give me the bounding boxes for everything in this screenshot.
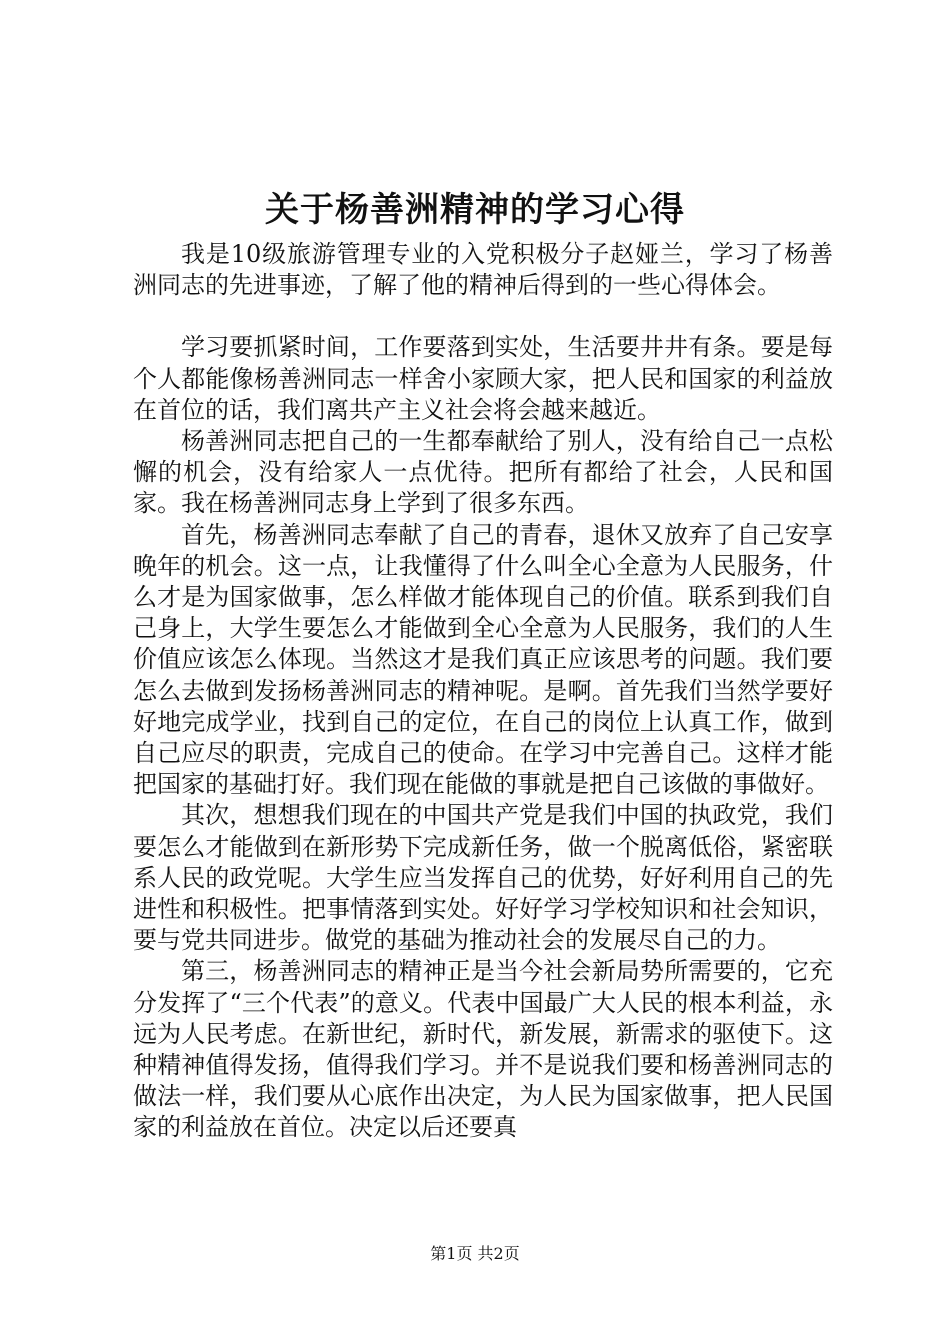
page-footer — [0, 1244, 950, 1264]
paragraph: 学习要抓紧时间，工作要落到实处，生活要井井有条。要是每个人都能像杨善洲同志一样舍小家顾大家，把人民和国家的利益放在首位的话，我们离共产主义社会将会越来越近。 — [133, 333, 833, 424]
page-number: 第1页 共2页 — [430, 1244, 520, 1263]
paragraph-intro: 我是10级旅游管理专业的入党积极分子赵娅兰，学习了杨善洲同志的先进事迹，了解了他的精神后得到的一些心得体会。 — [133, 240, 833, 300]
paragraph: 杨善洲同志把自己的一生都奉献给了别人，没有给自己一点松懈的机会，没有给家人一点优待。把所有都给了社会，人民和国家。我在杨善洲同志身上学到了很多东西。 — [133, 427, 833, 518]
paragraph: 首先，杨善洲同志奉献了自己的青春，退休又放弃了自己安享晚年的机会。这一点，让我懂得了什么叫全心全意为人民服务，什么才是为国家做事，怎么样做才能体现自己的价值。联系到我们自己身上，大学生要怎么才能做到全心全意为人民服务，我们的人生价值应该怎么体现。当然这才是我们真正应该思考的问题。我们要怎么去做到发扬杨善洲同志的精神呢。是啊。首先我们当然学要好好地完成学业，找到自己的定位，在自己的岗位上认真工作，做到自己应尽的职责，完成自己的使命。在学习中完善自己。这样才能把国家的基础打好。我们现在能做的事就是把自己该做的事做好。 — [133, 520, 833, 799]
document-body — [133, 239, 833, 1144]
paragraph: 其次，想想我们现在的中国共产党是我们中国的执政党，我们要怎么才能做到在新形势下完成新任务，做一个脱离低俗，紧密联系人民的政党呢。大学生应当发挥自己的优势，好好利用自己的先进性和积极性。把事情落到实处。好好学习学校知识和社会知识，要与党共同进步。做党的基础为推动社会的发展尽自己的力。 — [133, 801, 833, 955]
paragraph: 第三，杨善洲同志的精神正是当今社会新局势所需要的，它充分发挥了“三个代表”的意义。代表中国最广大人民的根本利益，永远为人民考虑。在新世纪，新时代，新发展，新需求的驱使下。这种精神值得发扬，值得我们学习。并不是说我们要和杨善洲同志的做法一样，我们要从心底作出决定，为人民为国家做事，把人民国家的利益放在首位。决定以后还要真 — [133, 957, 833, 1142]
document-title: 关于杨善洲精神的学习心得 — [265, 190, 685, 230]
